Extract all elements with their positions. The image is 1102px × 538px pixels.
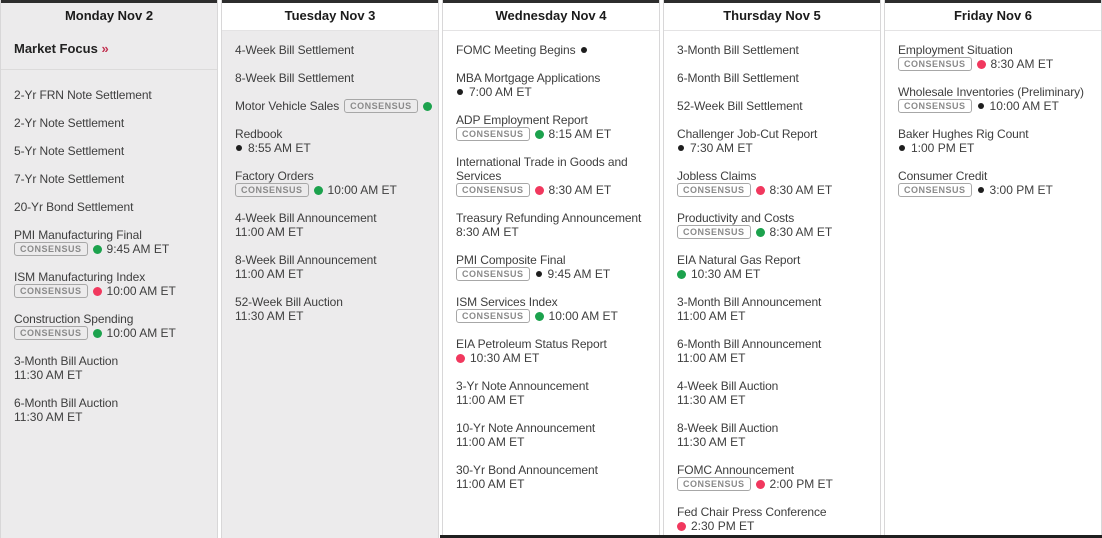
day-header: Thursday Nov 5: [664, 0, 880, 31]
event-time-row: [14, 368, 211, 382]
event-time: 10:00 AM ET: [106, 326, 176, 340]
event-time: 11:30 AM ET: [677, 393, 746, 407]
event-time: 10:00 AM ET: [548, 309, 618, 323]
event-time-row: [677, 183, 874, 197]
event-name[interactable]: Employment Situation: [898, 43, 1013, 57]
event-name-row: [898, 169, 1095, 183]
event-time-row: [14, 410, 211, 424]
event-30-yr-bond-announcement: [456, 463, 653, 491]
event-time: 8:30 AM ET: [990, 57, 1054, 71]
market-focus-label: Market Focus: [14, 41, 98, 56]
event-name-row: [898, 127, 1095, 141]
event-time: 8:30 AM ET: [769, 225, 833, 239]
event-name[interactable]: PMI Composite Final: [456, 253, 566, 267]
status-dot-red: [756, 186, 765, 195]
consensus-badge: CONSENSUS: [677, 477, 751, 491]
event-name-row: [235, 99, 432, 113]
consensus-badge: CONSENSUS: [456, 267, 530, 281]
event-8-week-bill-auction: [677, 421, 874, 449]
event-time-row: [14, 242, 211, 256]
event-20-yr-bond-settlement: [14, 200, 211, 214]
consensus-badge: CONSENSUS: [456, 309, 530, 323]
event-name[interactable]: FOMC Meeting Begins: [456, 43, 576, 57]
event-time: 11:00 AM ET: [235, 267, 304, 281]
event-time: 10:00 AM ET: [989, 99, 1059, 113]
event-name-row: [456, 253, 653, 267]
event-construction-spending: [14, 312, 211, 340]
status-dot-red: [756, 480, 765, 489]
consensus-badge: CONSENSUS: [677, 183, 751, 197]
event-time-row: [14, 326, 211, 340]
event-time-row: [14, 284, 211, 298]
status-dot-red: [93, 287, 102, 296]
event-name-row: [14, 396, 211, 410]
event-name-row: [14, 116, 211, 130]
event-name-row: [235, 71, 432, 85]
consensus-badge: CONSENSUS: [456, 127, 530, 141]
event-name-row: [677, 295, 874, 309]
event-time-row: [235, 183, 432, 197]
status-dot-green: [423, 102, 432, 111]
event-time: 8:30 AM ET: [548, 183, 612, 197]
market-focus-link[interactable]: [1, 31, 217, 69]
event-time: 11:00 AM ET: [456, 393, 525, 407]
event-2-yr-note-settlement: [14, 116, 211, 130]
event-name-row: [456, 113, 653, 127]
event-time-row: [456, 309, 653, 323]
event-time: 11:00 AM ET: [456, 435, 525, 449]
day-events-list: [885, 31, 1101, 538]
event-time-row: [235, 141, 432, 155]
event-name-row: [14, 312, 211, 326]
day-column-thursday-nov-5: [663, 0, 881, 538]
event-name[interactable]: 52-Week Bill Settlement: [677, 99, 803, 113]
event-time: 9:45 AM ET: [106, 242, 170, 256]
event-name[interactable]: Wholesale Inventories (Preliminary): [898, 85, 1084, 99]
event-name[interactable]: 4-Week Bill Settlement: [235, 43, 354, 57]
event-name[interactable]: Consumer Credit: [898, 169, 988, 183]
event-time-row: [898, 141, 1095, 155]
event-name[interactable]: FOMC Announcement: [677, 463, 795, 477]
event-name[interactable]: 3-Month Bill Announcement: [677, 295, 822, 309]
consensus-badge: CONSENSUS: [14, 284, 88, 298]
event-name-row: [14, 172, 211, 186]
event-name-row: [235, 127, 432, 141]
day-column-monday-nov-2: [0, 0, 218, 538]
day-events-list: [664, 31, 880, 538]
day-events-list: [1, 70, 217, 538]
event-name-row: [898, 85, 1095, 99]
event-name[interactable]: Jobless Claims: [677, 169, 757, 183]
day-header: Monday Nov 2: [1, 0, 217, 31]
event-name-row: [677, 505, 874, 519]
event-10-yr-note-announcement: [456, 421, 653, 449]
event-name[interactable]: 4-Week Bill Announcement: [235, 211, 377, 225]
event-name-row: [235, 253, 432, 267]
event-name[interactable]: 6-Month Bill Settlement: [677, 71, 799, 85]
event-time: 11:00 AM ET: [677, 351, 746, 365]
event-time-row: [677, 519, 874, 533]
event-4-week-bill-announcement: [235, 211, 432, 239]
event-name[interactable]: 6-Month Bill Auction: [14, 396, 119, 410]
status-dot-black: [978, 187, 984, 193]
day-column-friday-nov-6: [884, 0, 1102, 538]
event-challenger-job-cut-report: [677, 127, 874, 155]
status-dot-black: [899, 145, 905, 151]
status-dot-black: [536, 271, 542, 277]
event-name-row: [677, 463, 874, 477]
event-name[interactable]: Baker Hughes Rig Count: [898, 127, 1029, 141]
event-time: 10:30 AM ET: [691, 267, 761, 281]
status-dot-black: [457, 89, 463, 95]
event-name[interactable]: Challenger Job-Cut Report: [677, 127, 818, 141]
event-time: 11:30 AM ET: [677, 435, 746, 449]
event-time-row: [456, 393, 653, 407]
event-6-month-bill-auction: [14, 396, 211, 424]
event-time-row: [677, 477, 874, 491]
event-name-row: [677, 253, 874, 267]
event-time-row: [456, 183, 653, 197]
status-dot-green: [756, 228, 765, 237]
event-name[interactable]: 2-Yr Note Settlement: [14, 116, 125, 130]
event-time-row: [456, 85, 653, 99]
event-employment-situation: [898, 43, 1095, 71]
day-header: Friday Nov 6: [885, 0, 1101, 31]
event-5-yr-note-settlement: [14, 144, 211, 158]
event-3-month-bill-settlement: [677, 43, 874, 57]
event-name-row: [677, 169, 874, 183]
event-ism-services-index: [456, 295, 653, 323]
event-treasury-refunding-announcement: [456, 211, 653, 239]
event-jobless-claims: [677, 169, 874, 197]
event-name[interactable]: Fed Chair Press Conference: [677, 505, 827, 519]
event-name-row: [456, 421, 653, 435]
event-time-row: [456, 477, 653, 491]
event-name-row: [14, 88, 211, 102]
event-name[interactable]: International Trade in Goods and Services: [456, 155, 628, 183]
event-name[interactable]: Redbook: [235, 127, 283, 141]
event-wholesale-inventories-preliminary: [898, 85, 1095, 113]
event-time-row: [898, 99, 1095, 113]
event-time-row: [898, 57, 1095, 71]
event-redbook: [235, 127, 432, 155]
event-time-row: [235, 309, 432, 323]
event-name[interactable]: 5-Yr Note Settlement: [14, 144, 125, 158]
event-time: 11:30 AM ET: [235, 309, 304, 323]
event-name-row: [456, 337, 653, 351]
event-baker-hughes-rig-count: [898, 127, 1095, 155]
event-name-row: [898, 43, 1095, 57]
event-time-row: [677, 435, 874, 449]
event-time-row: [456, 225, 653, 239]
event-name[interactable]: 7-Yr Note Settlement: [14, 172, 125, 186]
event-time: 9:45 AM ET: [547, 267, 611, 281]
event-eia-petroleum-status-report: [456, 337, 653, 365]
status-dot-green: [93, 245, 102, 254]
event-name-row: [14, 144, 211, 158]
status-dot-red: [456, 354, 465, 363]
event-4-week-bill-settlement: [235, 43, 432, 57]
event-7-yr-note-settlement: [14, 172, 211, 186]
status-dot-red: [535, 186, 544, 195]
event-name[interactable]: ISM Services Index: [456, 295, 558, 309]
consensus-badge: CONSENSUS: [456, 183, 530, 197]
event-3-month-bill-announcement: [677, 295, 874, 323]
event-name-row: [456, 71, 653, 85]
event-name[interactable]: Motor Vehicle Sales: [235, 99, 340, 113]
event-time-row: [677, 351, 874, 365]
event-52-week-bill-auction: [235, 295, 432, 323]
consensus-badge: CONSENSUS: [344, 99, 418, 113]
consensus-badge: CONSENSUS: [235, 183, 309, 197]
day-events-list: [443, 31, 659, 538]
event-name-row: [14, 270, 211, 284]
event-time: 3:00 PM ET: [989, 183, 1053, 197]
event-time: 7:00 AM ET: [469, 85, 532, 99]
consensus-badge: CONSENSUS: [898, 57, 972, 71]
day-events-list: [222, 31, 438, 538]
event-time-row: [235, 267, 432, 281]
event-name-row: [677, 71, 874, 85]
event-name-row: [14, 200, 211, 214]
event-mba-mortgage-applications: [456, 71, 653, 99]
event-time: 1:00 PM ET: [911, 141, 975, 155]
event-4-week-bill-auction: [677, 379, 874, 407]
event-name-row: [456, 463, 653, 477]
event-name[interactable]: 3-Yr Note Announcement: [456, 379, 589, 393]
event-name[interactable]: Treasury Refunding Announcement: [456, 211, 642, 225]
status-dot-black: [581, 47, 587, 53]
event-ism-manufacturing-index: [14, 270, 211, 298]
event-time-row: [677, 267, 874, 281]
event-name[interactable]: 6-Month Bill Announcement: [677, 337, 822, 351]
event-time: 8:30 AM ET: [456, 225, 519, 239]
event-name[interactable]: MBA Mortgage Applications: [456, 71, 601, 85]
event-time: 11:30 AM ET: [14, 368, 83, 382]
day-column-tuesday-nov-3: [221, 0, 439, 538]
event-name[interactable]: ISM Manufacturing Index: [14, 270, 146, 284]
status-dot-red: [977, 60, 986, 69]
status-dot-green: [93, 329, 102, 338]
event-name-row: [235, 169, 432, 183]
event-name[interactable]: 4-Week Bill Auction: [677, 379, 779, 393]
consensus-badge: CONSENSUS: [14, 326, 88, 340]
event-productivity-and-costs: [677, 211, 874, 239]
day-header: Tuesday Nov 3: [222, 0, 438, 31]
status-dot-green: [535, 312, 544, 321]
event-fed-chair-press-conference: [677, 505, 874, 533]
consensus-badge: CONSENSUS: [677, 225, 751, 239]
event-8-week-bill-announcement: [235, 253, 432, 281]
event-fomc-announcement: [677, 463, 874, 491]
event-time-row: [677, 309, 874, 323]
event-time: 2:30 PM ET: [691, 519, 755, 533]
event-name-row: [456, 295, 653, 309]
consensus-badge: CONSENSUS: [898, 183, 972, 197]
event-name-row: [235, 43, 432, 57]
event-6-month-bill-settlement: [677, 71, 874, 85]
status-dot-green: [677, 270, 686, 279]
event-time: 11:00 AM ET: [456, 477, 525, 491]
event-time: 10:00 AM ET: [327, 183, 397, 197]
event-time-row: [677, 141, 874, 155]
event-name-row: [235, 211, 432, 225]
event-name-row: [456, 43, 653, 57]
event-name-row: [456, 379, 653, 393]
event-time-row: [456, 267, 653, 281]
event-factory-orders: [235, 169, 432, 197]
event-name[interactable]: 3-Month Bill Auction: [14, 354, 119, 368]
event-name-row: [677, 43, 874, 57]
event-name[interactable]: 2-Yr FRN Note Settlement: [14, 88, 152, 102]
event-6-month-bill-announcement: [677, 337, 874, 365]
event-motor-vehicle-sales: [235, 99, 432, 113]
event-name-row: [677, 211, 874, 225]
event-8-week-bill-settlement: [235, 71, 432, 85]
event-name[interactable]: Factory Orders: [235, 169, 314, 183]
event-time-row: [456, 351, 653, 365]
event-time-row: [898, 183, 1095, 197]
event-time: 10:00 AM ET: [106, 284, 176, 298]
event-name-row: [677, 379, 874, 393]
day-header: Wednesday Nov 4: [443, 0, 659, 31]
consensus-badge: CONSENSUS: [898, 99, 972, 113]
event-consumer-credit: [898, 169, 1095, 197]
status-dot-black: [236, 145, 242, 151]
event-name[interactable]: Productivity and Costs: [677, 211, 795, 225]
status-dot-green: [535, 130, 544, 139]
event-fomc-meeting-begins: [456, 43, 653, 57]
event-name[interactable]: 8-Week Bill Settlement: [235, 71, 354, 85]
event-adp-employment-report: [456, 113, 653, 141]
event-name[interactable]: 30-Yr Bond Announcement: [456, 463, 598, 477]
status-dot-red: [677, 522, 686, 531]
consensus-badge: CONSENSUS: [14, 242, 88, 256]
event-name[interactable]: ADP Employment Report: [456, 113, 588, 127]
event-time-row: [456, 127, 653, 141]
day-column-wednesday-nov-4: [442, 0, 660, 538]
status-dot-green: [314, 186, 323, 195]
event-name[interactable]: PMI Manufacturing Final: [14, 228, 142, 242]
event-name[interactable]: 52-Week Bill Auction: [235, 295, 343, 309]
event-name[interactable]: 3-Month Bill Settlement: [677, 43, 799, 57]
event-name[interactable]: 10-Yr Note Announcement: [456, 421, 596, 435]
event-name-row: [677, 99, 874, 113]
event-time: 11:00 AM ET: [235, 225, 304, 239]
event-eia-natural-gas-report: [677, 253, 874, 281]
event-name-row: [14, 354, 211, 368]
event-2-yr-frn-note-settlement: [14, 88, 211, 102]
event-time: 8:30 AM ET: [769, 183, 833, 197]
event-3-month-bill-auction: [14, 354, 211, 382]
event-time: 7:30 AM ET: [690, 141, 753, 155]
event-name-row: [677, 337, 874, 351]
event-52-week-bill-settlement: [677, 99, 874, 113]
event-time-row: [677, 393, 874, 407]
event-time: 2:00 PM ET: [769, 477, 833, 491]
status-dot-black: [678, 145, 684, 151]
event-time: 11:00 AM ET: [677, 309, 746, 323]
event-3-yr-note-announcement: [456, 379, 653, 407]
event-time: 8:15 AM ET: [548, 127, 612, 141]
event-pmi-composite-final: [456, 253, 653, 281]
event-name[interactable]: 8-Week Bill Announcement: [235, 253, 377, 267]
event-name[interactable]: Construction Spending: [14, 312, 134, 326]
event-time: 11:30 AM ET: [14, 410, 83, 424]
event-name[interactable]: 20-Yr Bond Settlement: [14, 200, 134, 214]
event-name-row: [456, 155, 653, 183]
event-name-row: [14, 228, 211, 242]
event-name-row: [456, 211, 653, 225]
event-name-row: [235, 295, 432, 309]
event-name[interactable]: EIA Petroleum Status Report: [456, 337, 607, 351]
event-time: 10:30 AM ET: [470, 351, 540, 365]
event-time: 8:55 AM ET: [248, 141, 311, 155]
event-international-trade-in-goods-and-services: [456, 155, 653, 197]
event-name[interactable]: 8-Week Bill Auction: [677, 421, 779, 435]
event-name-row: [677, 421, 874, 435]
market-focus-arrow-icon: »: [101, 41, 109, 56]
event-pmi-manufacturing-final: [14, 228, 211, 256]
status-dot-black: [978, 103, 984, 109]
event-name-row: [677, 127, 874, 141]
event-time-row: [677, 225, 874, 239]
event-time-row: [235, 225, 432, 239]
event-name[interactable]: EIA Natural Gas Report: [677, 253, 801, 267]
event-time-row: [456, 435, 653, 449]
